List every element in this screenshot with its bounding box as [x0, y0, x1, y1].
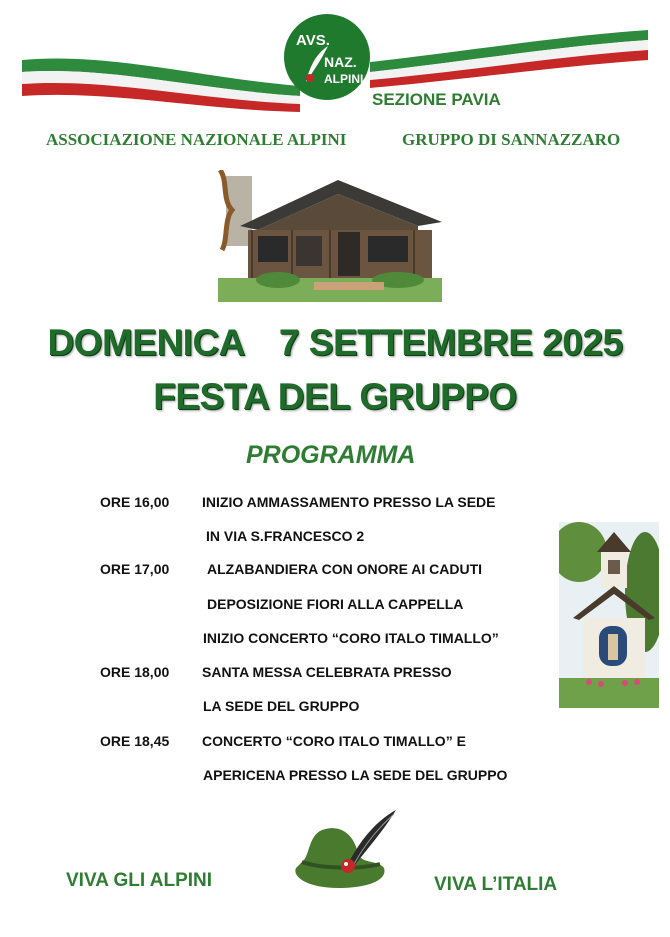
associazione-label: ASSOCIAZIONE NAZIONALE ALPINI	[46, 130, 347, 149]
logo-text-3: ALPINI	[324, 72, 364, 86]
program-time-4: ORE 18,45	[100, 733, 170, 749]
event-day: DOMENICA	[47, 322, 245, 363]
logo-text-2: NAZ.	[324, 54, 357, 70]
sezione-label: SEZIONE PAVIA	[372, 90, 501, 109]
program-line: APERICENA PRESSO LA SEDE DEL GRUPPO	[203, 767, 508, 783]
event-date: 7 SETTEMBRE 2025	[278, 322, 623, 363]
alpino-hat-icon	[288, 806, 400, 892]
logo-text-1: AVS.	[296, 32, 330, 49]
program-time-3: ORE 18,00	[100, 664, 170, 680]
program-line: INIZIO AMMASSAMENTO PRESSO LA SEDE	[202, 494, 496, 510]
program-time-1: ORE 16,00	[100, 494, 170, 510]
viva-italia-label: VIVA L’ITALIA	[434, 874, 558, 895]
event-title: FESTA DEL GRUPPO	[153, 376, 517, 417]
program-line: DEPOSIZIONE FIORI ALLA CAPPELLA	[207, 596, 464, 612]
event-date-headline	[0, 322, 670, 364]
viva-alpini-label: VIVA GLI ALPINI	[66, 870, 213, 891]
program-line: IN VIA S.FRANCESCO 2	[206, 528, 365, 544]
sede-house-image	[218, 170, 442, 302]
program-line: INIZIO CONCERTO “CORO ITALO TIMALLO”	[203, 630, 499, 646]
programma-heading: PROGRAMMA	[246, 441, 416, 469]
chapel-image	[559, 522, 659, 708]
program-line: ALZABANDIERA CON ONORE AI CADUTI	[207, 561, 483, 577]
feather-icon	[302, 44, 332, 84]
program-line: CONCERTO “CORO ITALO TIMALLO” E	[202, 733, 466, 749]
gruppo-label: GRUPPO DI SANNAZZARO	[402, 130, 621, 149]
program-time-2: ORE 17,00	[100, 561, 170, 577]
ana-logo	[284, 14, 370, 100]
program-line: SANTA MESSA CELEBRATA PRESSO	[202, 664, 452, 680]
program-line: LA SEDE DEL GRUPPO	[203, 698, 360, 714]
